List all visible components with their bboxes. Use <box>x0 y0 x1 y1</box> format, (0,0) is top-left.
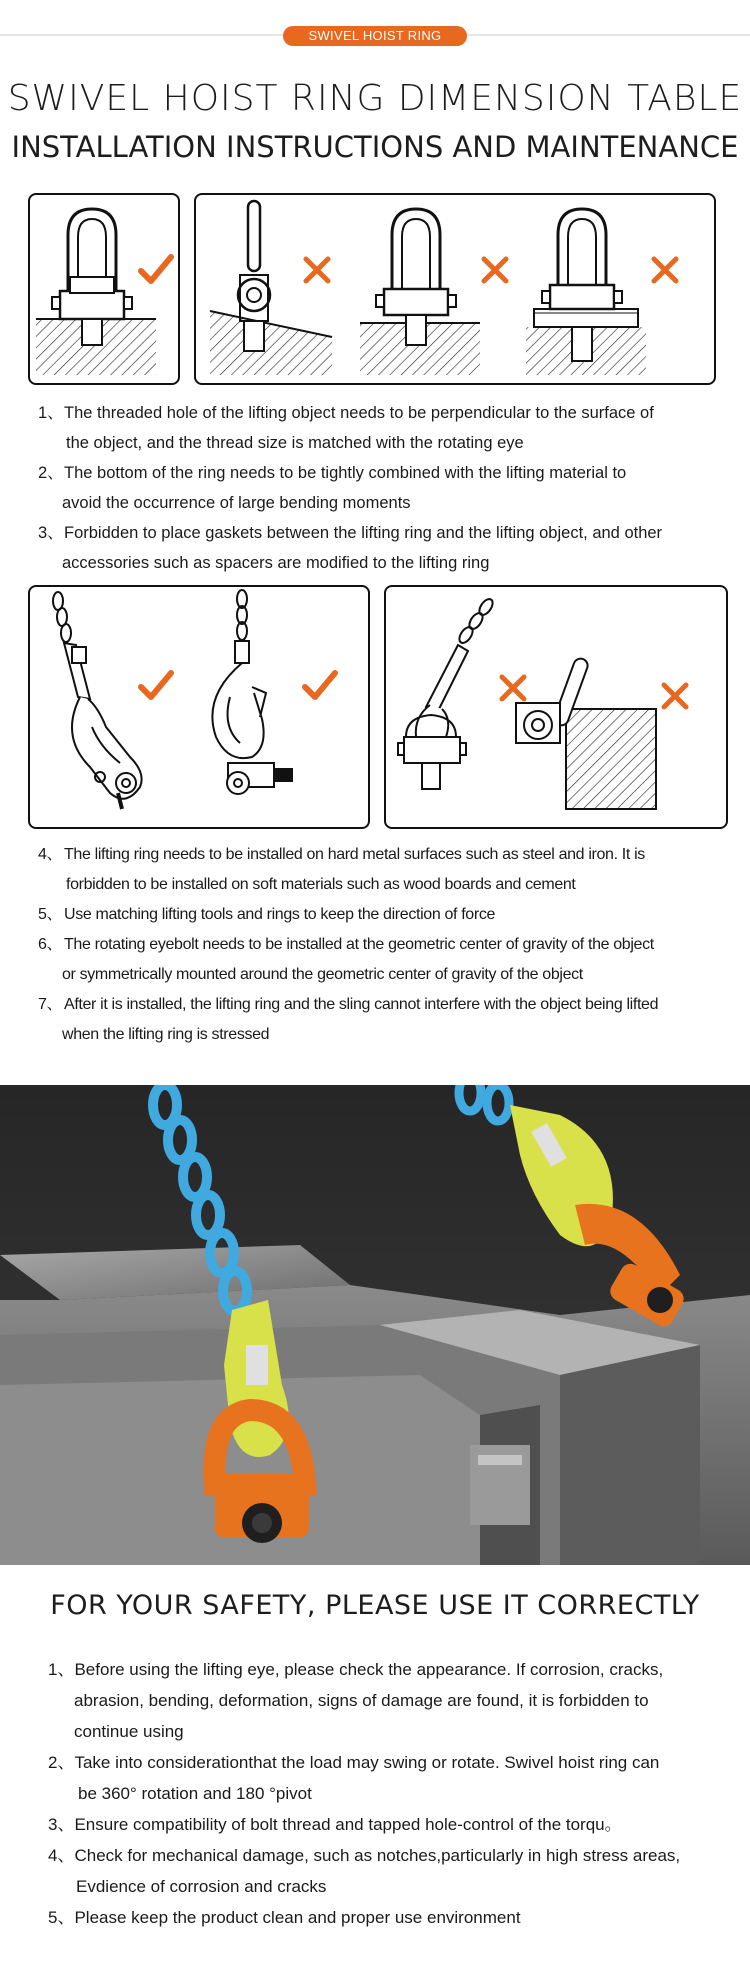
list-item: 2、The bottom of the ring needs to be tightly combined with the lifting material to avoid the occurrence of large bending moments <box>38 464 627 512</box>
cross-icon <box>480 255 510 285</box>
list-item: 4、 The lifting ring needs to be installed on hard metal surfaces such as steel and iron. It is forbidden to be installed on soft materials such as wood boards and cement <box>38 846 645 893</box>
cross-icon <box>302 255 332 285</box>
page-subtitle: INSTALLATION INSTRUCTIONS AND MAINTENANCE <box>11 130 739 164</box>
list-item: 2、Take into considerationthat the load may swing or rotate. Swivel hoist ring can be 360° rotation and 180 °pivot <box>48 1753 660 1803</box>
safety-title: FOR YOUR SAFETY, PLEASE USE IT CORRECTLY <box>50 1590 700 1621</box>
safety-list <box>48 1654 738 1933</box>
check-icon <box>138 669 174 703</box>
page-title: SWIVEL HOIST RING DIMENSION TABLE <box>7 78 743 119</box>
cross-icon <box>498 673 528 703</box>
swivel-ring-scene-image <box>0 1085 750 1565</box>
wrong-install-panel <box>194 193 716 385</box>
product-photo <box>0 1085 750 1565</box>
list-item: 5、 Use matching lifting tools and rings to keep the direction of force <box>38 906 496 923</box>
hoist-ring-correct-illustration <box>30 195 178 383</box>
correct-sling-panel <box>28 585 370 829</box>
instruction-list-b <box>38 840 738 1050</box>
wrong-sling-panel <box>384 585 728 829</box>
list-item: 3、Forbidden to place gaskets between the lifting ring and the lifting object, and other accessories such as spacers are modified to the lifting ring <box>38 524 663 572</box>
category-tag: SWIVEL HOIST RING <box>283 26 467 46</box>
instruction-list-a <box>38 398 728 578</box>
cross-icon <box>650 255 680 285</box>
cross-icon <box>660 681 690 711</box>
list-item: 4、Check for mechanical damage, such as notches,particularly in high stress areas, Evdience of corrosion and cracks <box>48 1846 681 1896</box>
sling-correct-illustration <box>30 587 368 827</box>
hoist-ring-wrong-illustrations <box>196 195 714 383</box>
list-item: 1、The threaded hole of the lifting object needs to be perpendicular to the surface of the object, and the thread size is matched with the rotating eye <box>38 404 654 452</box>
list-item: 5、Please keep the product clean and proper use environment <box>48 1908 521 1927</box>
check-icon <box>302 669 338 703</box>
list-item: 7、 After it is installed, the lifting ring and the sling cannot interfere with the object being lifted when the lifting ring is stressed <box>38 996 659 1043</box>
list-item: 1、Before using the lifting eye, please check the appearance. If corrosion, cracks, abrasion, bending, deformation, signs of damage are found, it is forbidden to continue using <box>48 1660 664 1741</box>
list-item: 6、 The rotating eyebolt needs to be installed at the geometric center of gravity of the object or symmetrically mounted around the geometric center of gravity of the object <box>38 936 654 983</box>
list-item: 3、Ensure compatibility of bolt thread and tapped hole-control of the torqu。 <box>48 1815 622 1834</box>
correct-install-panel <box>28 193 180 385</box>
check-icon <box>138 253 174 287</box>
